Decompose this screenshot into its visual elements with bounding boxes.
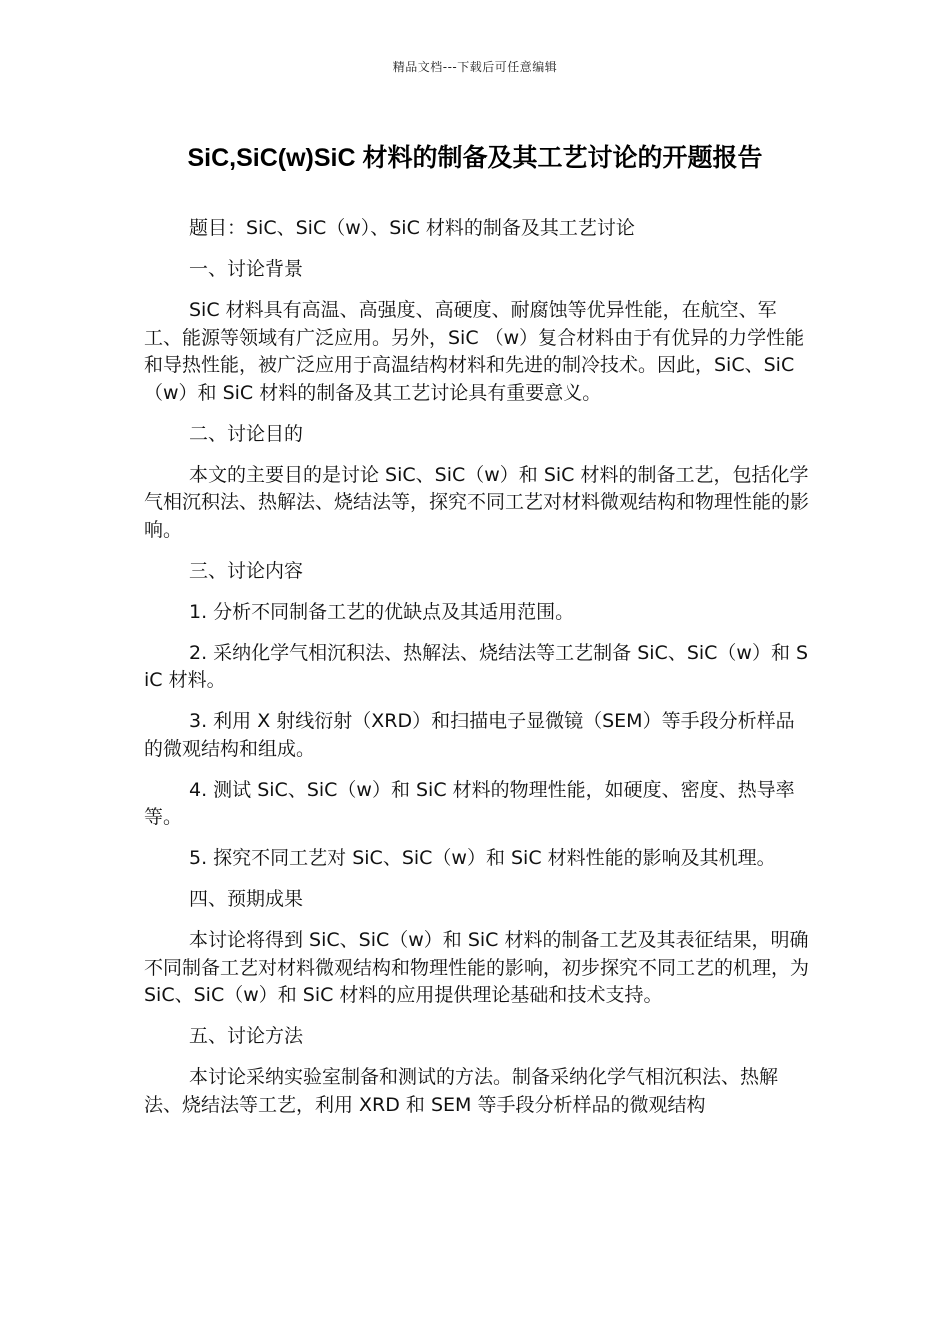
document-body xyxy=(144,215,812,1133)
paragraph-purpose: 本文的主要目的是讨论 SiC、SiC（w）和 SiC 材料的制备工艺，包括化学气相沉积法、热解法、烧结法等，探究不同工艺对材料微观结构和物理性能的影响。 xyxy=(144,463,810,541)
section-heading-background: 一、讨论背景 xyxy=(189,258,304,280)
subject-line: 题目：SiC、SiC（w）、SiC 材料的制备及其工艺讨论 xyxy=(189,217,635,239)
document-title: SiC,SiC(w)SiC 材料的制备及其工艺讨论的开题报告 xyxy=(187,144,763,172)
section-heading-purpose: 二、讨论目的 xyxy=(189,422,304,445)
paragraph-background: SiC 材料具有高温、高强度、高硬度、耐腐蚀等优异性能，在航空、军工、能源等领域有广泛应用。另外，SiC （w）复合材料由于有优异的力学性能和导热性能，被广泛应用于高温结构材料和先进的制冷技术。因此，SiC、SiC（w）和 SiC 材料的制备及其工艺讨论具有重要意义。 xyxy=(144,299,805,404)
list-item-content-1: 1. 分析不同制备工艺的优缺点及其适用范围。 xyxy=(189,600,575,623)
page-header: 精品文档---下载后可任意编辑 xyxy=(392,60,558,74)
list-item-content-2: 2. 采纳化学气相沉积法、热解法、烧结法等工艺制备 SiC、SiC（w）和 SiC 材料。 xyxy=(144,641,809,691)
section-heading-methods: 五、讨论方法 xyxy=(189,1025,304,1047)
paragraph-expected-results: 本讨论将得到 SiC、SiC（w）和 SiC 材料的制备工艺及其表征结果，明确不同制备工艺对材料微观结构和物理性能的影响，初步探究不同工艺的机理，为 SiC、SiC（w）和 SiC 材料的应用提供理论基础和技术支持。 xyxy=(144,929,810,1006)
list-item-content-3: 3. 利用 X 射线衍射（XRD）和扫描电子显微镜（SEM）等手段分析样品的微观结构和组成。 xyxy=(144,710,795,760)
section-heading-expected-results: 四、预期成果 xyxy=(189,888,304,910)
section-heading-content: 三、讨论内容 xyxy=(189,559,304,582)
list-item-content-5: 5. 探究不同工艺对 SiC、SiC（w）和 SiC 材料性能的影响及其机理。 xyxy=(189,847,776,869)
paragraph-methods: 本讨论采纳实验室制备和测试的方法。制备采纳化学气相沉积法、热解法、烧结法等工艺，利用 XRD 和 SEM 等手段分析样品的微观结构 xyxy=(144,1066,779,1116)
list-item-content-4: 4. 测试 SiC、SiC（w）和 SiC 材料的物理性能，如硬度、密度、热导率等。 xyxy=(144,778,795,828)
